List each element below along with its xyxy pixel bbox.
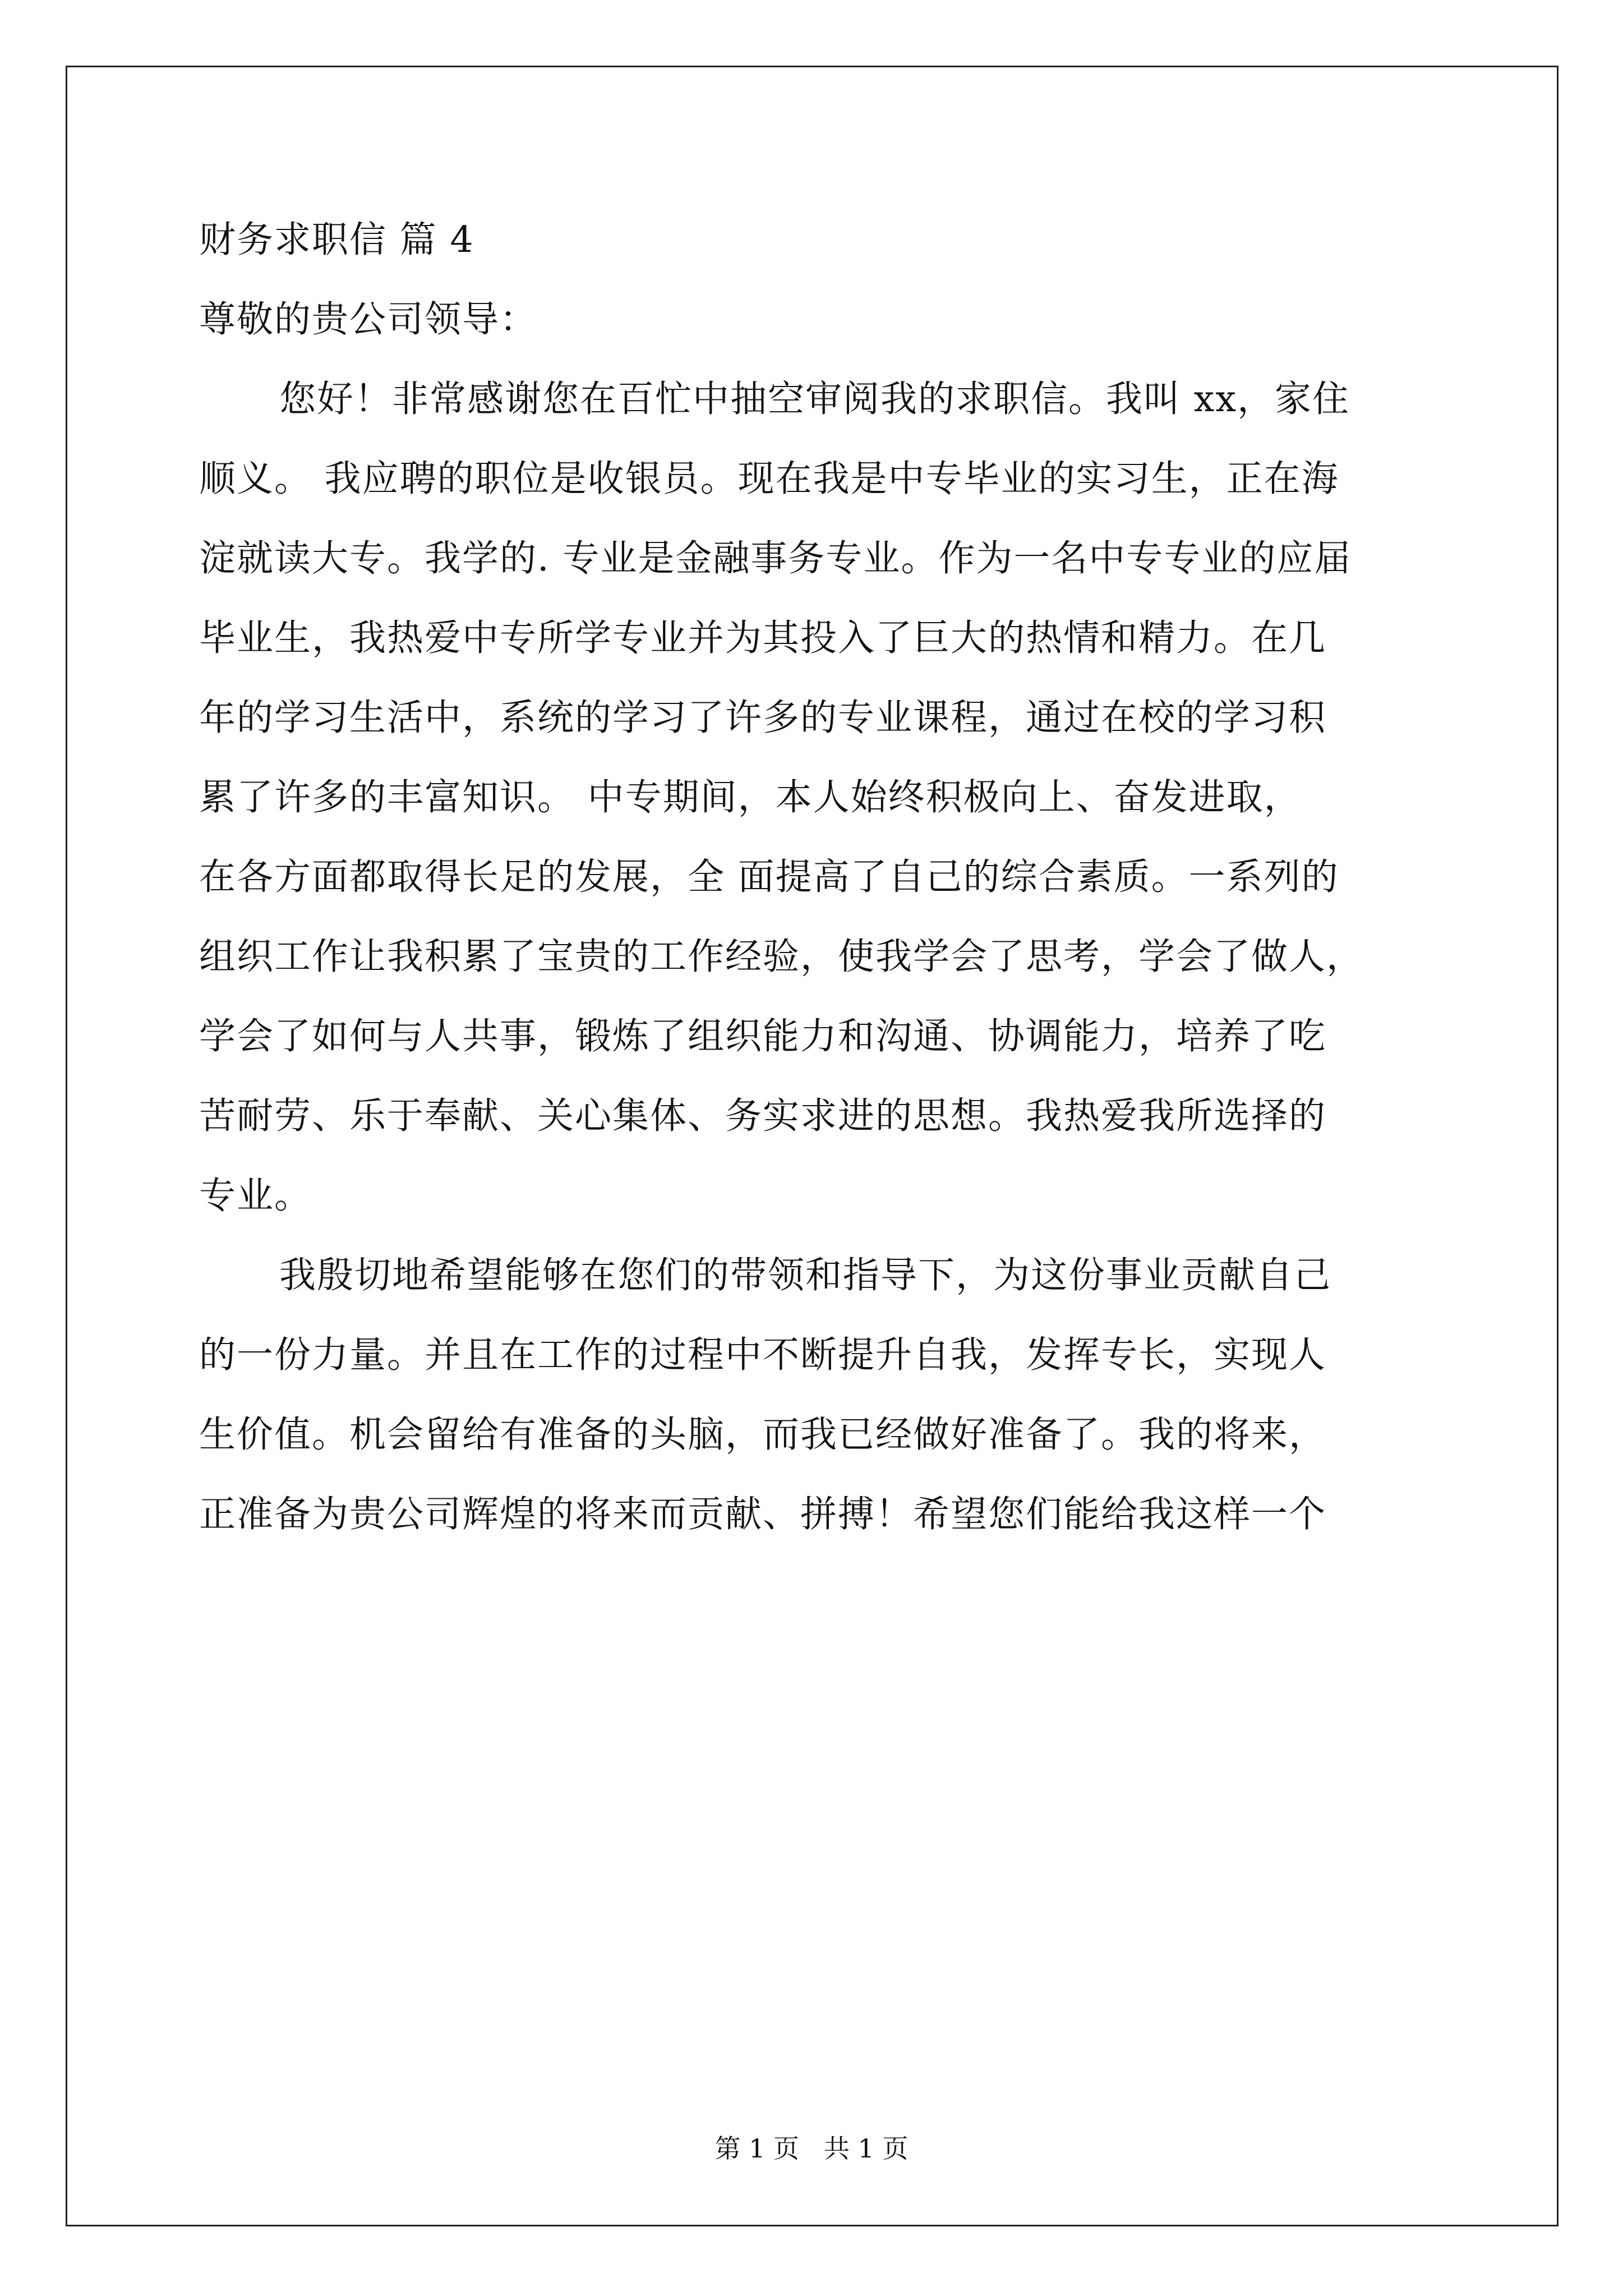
page-footer — [0, 2133, 1623, 2164]
paragraph-1-line-3: 淀就读大专。我学的. 专业是金融事务专业。作为一名中专专业的应届 — [199, 537, 1352, 579]
paragraph-1-line-8: 组织工作让我积累了宝贵的工作经验，使我学会了思考，学会了做人， — [199, 936, 1364, 978]
document-title: 财务求职信 篇 4 — [199, 219, 474, 261]
paragraph-1-line-11: 专业。 — [199, 1175, 312, 1217]
paragraph-1-line-6: 累了许多的丰富知识。 中专期间，本人始终积极向上、奋发进取， — [199, 776, 1302, 818]
paragraph-1-line-5: 年的学习生活中，系统的学习了许多的专业课程，通过在校的学习积 — [199, 697, 1327, 739]
salutation: 尊敬的贵公司领导： — [199, 298, 538, 341]
page-total: 共 1 页 — [824, 2133, 909, 2164]
paragraph-1-line-4: 毕业生，我热爱中专所学专业并为其投入了巨大的热情和精力。在几 — [199, 617, 1327, 659]
paragraph-2-line-1: 我殷切地希望能够在您们的带领和指导下，为这份事业贡献自己 — [279, 1254, 1332, 1296]
paragraph-1-line-9: 学会了如何与人共事，锻炼了组织能力和沟通、协调能力，培养了吃 — [199, 1015, 1327, 1057]
paragraph-2-line-3: 生价值。机会留给有准备的头脑，而我已经做好准备了。我的将来， — [199, 1414, 1327, 1456]
paragraph-1-line-10: 苦耐劳、乐于奉献、关心集体、务实求进的思想。我热爱我所选择的 — [199, 1095, 1327, 1137]
page-number: 第 1 页 — [714, 2133, 799, 2164]
paragraph-2-line-2: 的一份力量。并且在工作的过程中不断提升自我，发挥专长，实现人 — [199, 1334, 1327, 1376]
paragraph-1-line-1: 您好！非常感谢您在百忙中抽空审阅我的求职信。我叫 xx，家住 — [279, 378, 1350, 420]
paragraph-1-line-7: 在各方面都取得长足的发展，全 面提高了自己的综合素质。一系列的 — [199, 856, 1339, 898]
paragraph-2-line-4: 正准备为贵公司辉煌的将来而贡献、拼搏！希望您们能给我这样一个 — [199, 1493, 1327, 1535]
paragraph-1-line-2: 顺义。 我应聘的职位是收银员。现在我是中专毕业的实习生，正在海 — [199, 458, 1339, 500]
